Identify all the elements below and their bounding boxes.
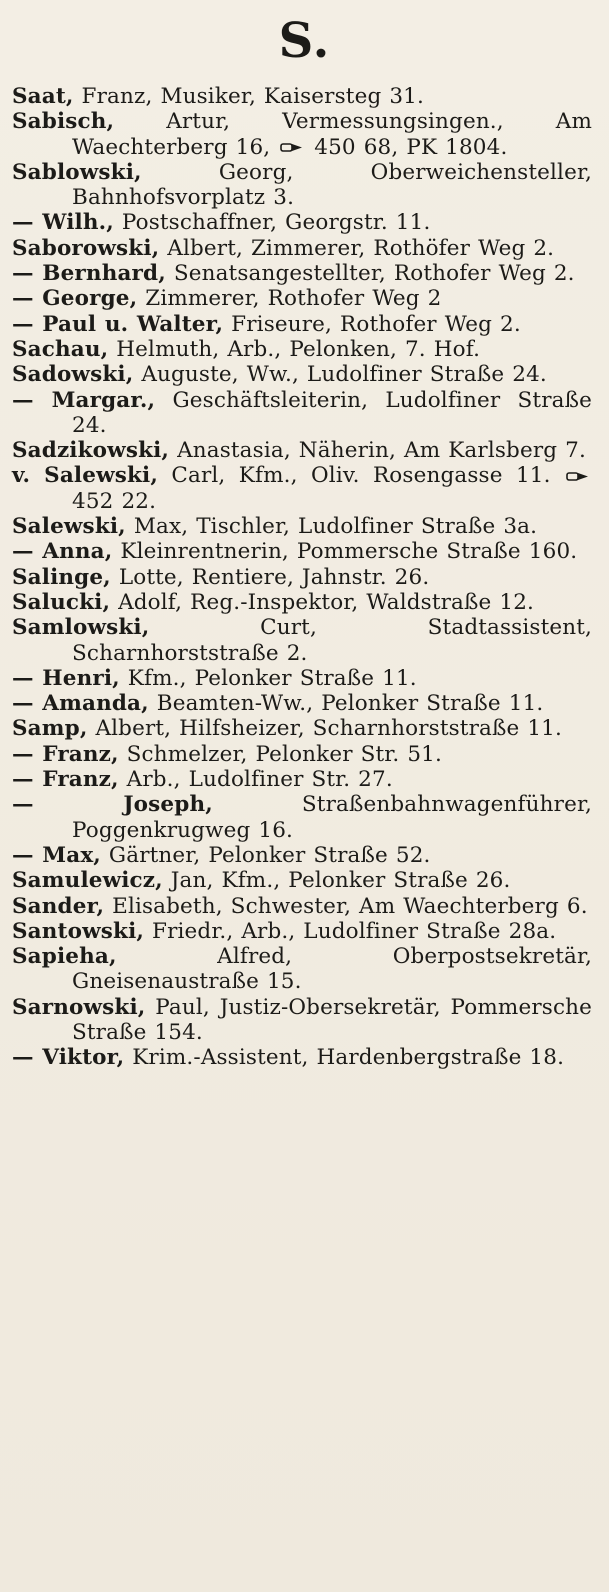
entry-details: Geschäftsleiterin, Ludolfiner Straße 24. xyxy=(72,387,592,438)
entry-name: Samulewicz, xyxy=(12,868,163,894)
directory-entry xyxy=(12,1045,592,1070)
entry-name: Sabisch, xyxy=(12,109,115,135)
entry-details: Auguste, Ww., Ludolfiner Straße 24. xyxy=(141,362,547,388)
directory-entry xyxy=(12,160,592,211)
directory-entry xyxy=(12,666,592,691)
entry-details: Krim.-Assistent, Hardenbergstraße 18. xyxy=(132,1045,565,1071)
entry-details: Straßenbahnwagenführer, Poggenkrugweg 16. xyxy=(72,792,592,843)
entry-details: Albert, Zimmerer, Rothöfer Weg 2. xyxy=(167,235,555,261)
directory-entry xyxy=(12,337,592,362)
directory-entry xyxy=(12,742,592,767)
entry-details: Albert, Hilfsheizer, Scharnhorststraße 11. xyxy=(95,716,563,742)
directory-entry xyxy=(12,362,592,387)
entry-name: — Paul u. Walter, xyxy=(12,311,224,337)
entry-details: Senatsangestellter, Rothofer Weg 2. xyxy=(173,261,575,287)
entry-details: Kfm., Pelonker Straße 11. xyxy=(127,665,417,691)
entry-details: Schmelzer, Pelonker Str. 51. xyxy=(126,741,442,767)
directory-entry xyxy=(12,438,592,463)
entry-details: Georg, Oberweichensteller, Bahnhofsvorplatz 3. xyxy=(72,159,592,211)
entry-name: Samlowski, xyxy=(12,615,150,641)
entry-details: Gärtner, Pelonker Straße 52. xyxy=(108,842,431,868)
directory-entry xyxy=(12,590,592,615)
section-letter-heading: S. xyxy=(278,13,331,69)
directory-entry xyxy=(12,716,592,741)
entry-details: Zimmerer, Rothofer Weg 2 xyxy=(145,286,442,312)
entry-name: Santowski, xyxy=(12,918,145,944)
entry-name: — Henri, xyxy=(12,665,120,691)
directory-entry xyxy=(12,615,592,666)
directory-entry xyxy=(12,767,592,792)
entry-details: Friedr., Arb., Ludolfiner Straße 28a. xyxy=(152,918,557,944)
telephone-icon xyxy=(280,142,304,153)
directory-entry xyxy=(12,84,592,109)
entry-name: — George, xyxy=(12,286,138,312)
directory-entry xyxy=(12,843,592,868)
directory-entry xyxy=(12,868,592,893)
directory-entry xyxy=(12,312,592,337)
entry-details: Lotte, Rentiere, Jahnstr. 26. xyxy=(118,564,430,590)
entry-details: Paul, Justiz-Obersekretär, Pommersche Straße 154. xyxy=(72,994,593,1045)
entry-name: — Anna, xyxy=(12,539,113,565)
entry-name: Sachau, xyxy=(12,336,109,362)
entry-details: Adolf, Reg.-Inspektor, Waldstraße 12. xyxy=(118,589,535,615)
telephone-icon xyxy=(566,471,590,482)
entry-name: — Max, xyxy=(12,842,101,868)
entry-details: Beamten-Ww., Pelonker Straße 11. xyxy=(156,691,544,717)
directory-entry xyxy=(12,944,592,995)
entry-details: Alfred, Oberpostsekretär, Gneisenaustraße 15. xyxy=(72,944,593,995)
entry-name: Sadowski, xyxy=(12,362,134,388)
directory-entry xyxy=(12,388,592,439)
entry-details: Helmuth, Arb., Pelonken, 7. Hof. xyxy=(116,336,481,362)
directory-entry xyxy=(12,286,592,311)
entry-details: Max, Tischler, Ludolfiner Straße 3a. xyxy=(133,514,538,540)
entry-name: — Wilh., xyxy=(12,210,114,236)
directory-entry xyxy=(12,514,592,539)
entry-details: Curt, Stadtassistent, Scharnhorststraße 2. xyxy=(72,615,593,666)
entry-details: Postschaffner, Georgstr. 11. xyxy=(121,210,431,236)
directory-entry xyxy=(12,919,592,944)
directory-entry xyxy=(12,995,592,1046)
entry-phone-number: 452 22. xyxy=(72,488,157,514)
entry-name: Salucki, xyxy=(12,589,111,615)
entry-name: — Franz, xyxy=(12,767,119,793)
entry-details: Arb., Ludolfiner Str. 27. xyxy=(126,767,393,793)
entry-name: Salewski, xyxy=(12,514,126,540)
directory-entry xyxy=(12,236,592,261)
entry-name: — Margar., xyxy=(12,387,156,413)
entry-name: — Joseph, xyxy=(12,792,213,818)
entry-details: Carl, Kfm., Oliv. Rosengasse 11. xyxy=(171,463,551,489)
entry-name: Sablowski, xyxy=(12,159,142,185)
entry-name: Saat, xyxy=(12,84,74,109)
directory-entry xyxy=(12,792,592,843)
directory-entry xyxy=(12,565,592,590)
entry-name: — Bernhard, xyxy=(12,261,166,287)
entry-name: — Amanda, xyxy=(12,691,149,717)
directory-entry xyxy=(12,261,592,286)
directory-entry xyxy=(12,691,592,716)
entry-details: Kleinrentnerin, Pommersche Straße 160. xyxy=(120,539,578,565)
entry-details: Jan, Kfm., Pelonker Straße 26. xyxy=(170,868,511,894)
entry-name: — Viktor, xyxy=(12,1045,125,1071)
entry-name: Salinge, xyxy=(12,564,111,590)
entry-details: Friseure, Rothofer Weg 2. xyxy=(231,311,521,337)
entry-name: v. Salewski, xyxy=(12,463,158,489)
entry-details: Elisabeth, Schwester, Am Waechterberg 6. xyxy=(112,893,588,919)
entry-name: Samp, xyxy=(12,716,88,742)
entry-name: Sapieha, xyxy=(12,944,117,970)
directory-entry xyxy=(12,463,592,514)
directory-entry xyxy=(12,109,592,160)
entry-name: Sadzikowski, xyxy=(12,438,170,464)
entry-name: — Franz, xyxy=(12,741,119,767)
entry-phone-number: 450 68, PK 1804. xyxy=(314,134,508,160)
directory-entry xyxy=(12,539,592,564)
entry-name: Sarnowski, xyxy=(12,994,146,1020)
directory-entry xyxy=(12,894,592,919)
entry-name: Saborowski, xyxy=(12,235,160,261)
directory-entry xyxy=(12,210,592,235)
entry-details: Artur, Vermessungsingen., Am Waechterberg 16, xyxy=(72,109,592,160)
entry-name: Sander, xyxy=(12,893,105,919)
entry-details: Anastasia, Näherin, Am Karlsberg 7. xyxy=(177,438,586,464)
entry-details: Franz, Musiker, Kaisersteg 31. xyxy=(81,84,424,109)
address-directory-list xyxy=(12,84,592,1071)
